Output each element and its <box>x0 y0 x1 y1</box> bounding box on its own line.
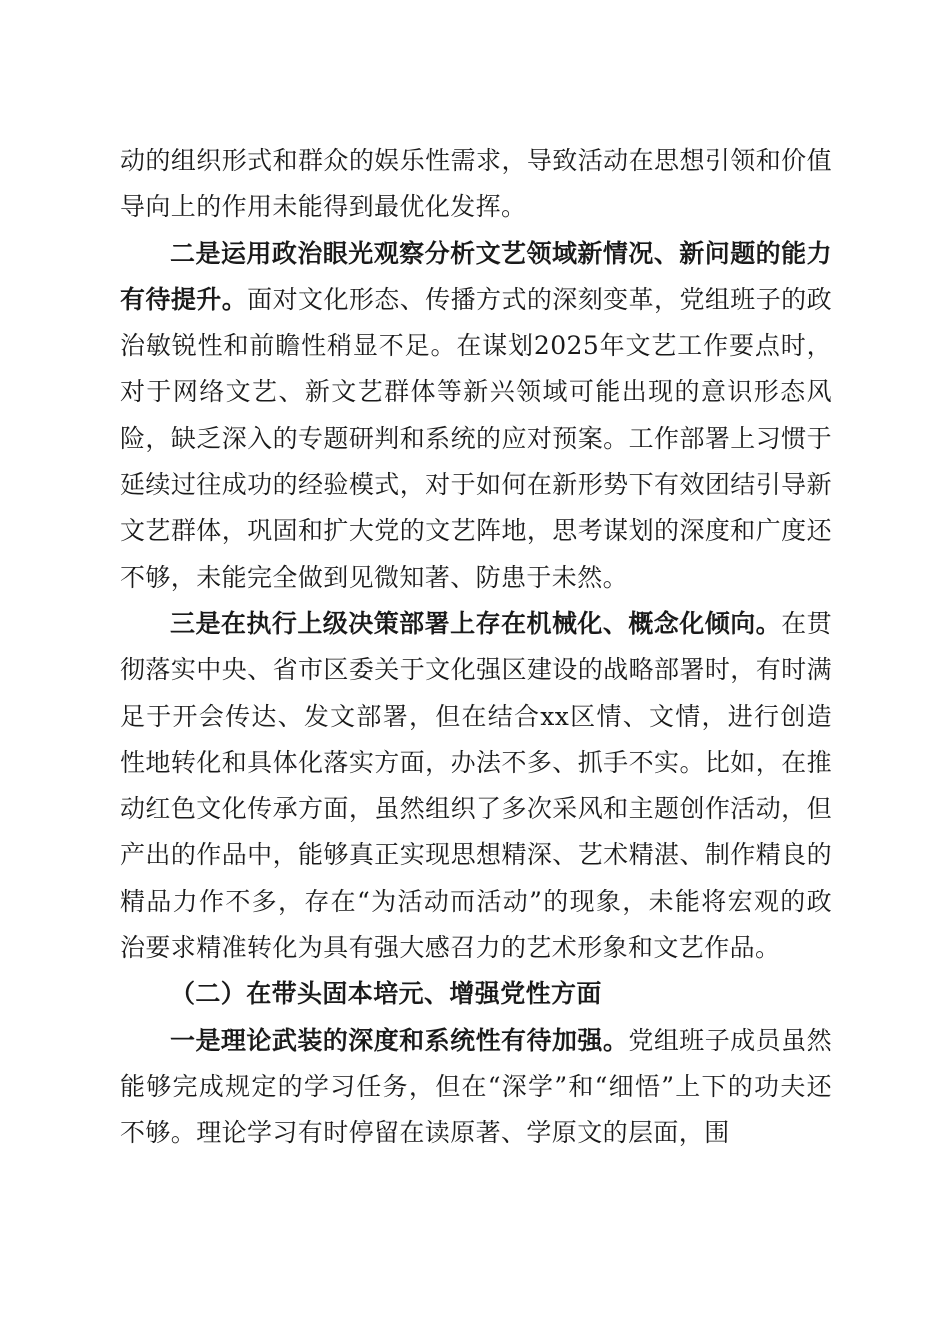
paragraph-continuation <box>120 138 832 231</box>
paragraph-text: 动的组织形式和群众的娱乐性需求，导致活动在思想引领和价值导向上的作用未能得到最优化发挥。 <box>120 146 832 222</box>
paragraph-text: 党组班子成员虽然能够完成规定的学习任务，但在“深学”和“细悟”上下的功夫还不够。理论学习有时停留在读原著、学原文的层面，围 <box>120 1025 833 1148</box>
paragraph-point-one <box>120 1018 832 1157</box>
paragraph-point-two <box>120 231 832 601</box>
paragraph-text: 面对文化形态、传播方式的深刻变革，党组班子的政治敏锐性和前瞻性稍显不足。在谋划2025年文艺工作要点时，对于网络文艺、新文艺群体等新兴领域可能出现的意识形态风险，缺乏深入的专题研判和系统的应对预案。工作部署上习惯于延续过往成功的经验模式，对于如何在新形势下有效团结引导新文艺群体，巩固和扩大党的文艺阵地，思考谋划的深度和广度还不够，未能完全做到见微知著、防患于未然。 <box>120 284 832 592</box>
section-heading: （二）在带头固本培元、增强党性方面 <box>170 979 602 1009</box>
paragraph-point-three <box>120 601 832 971</box>
paragraph-text: 在贯彻落实中央、省市区委关于文化强区建设的战略部署时，有时满足于开会传达、发文部署，但在结合xx区情、文情，进行创造性地转化和具体化落实方面，办法不多、抓手不实。比如，在推动红色文化传承方面，虽然组织了多次采风和主题创作活动，但产出的作品中，能够真正实现思想精深、艺术精湛、制作精良的精品力作不多，存在“为活动而活动”的现象，未能将宏观的政治要求精准转化为具有强大感召力的艺术形象和文艺作品。 <box>120 608 832 963</box>
paragraph-lead: 三是在执行上级决策部署上存在机械化、概念化倾向。 <box>170 608 782 638</box>
document-body <box>120 138 832 1157</box>
paragraph-lead: 二是运用政治眼光观察分析文艺领域新情况、新问题的能力有待提升。 <box>120 238 832 314</box>
paragraph-lead: 一是理论武装的深度和系统性有待加强。 <box>170 1025 629 1055</box>
